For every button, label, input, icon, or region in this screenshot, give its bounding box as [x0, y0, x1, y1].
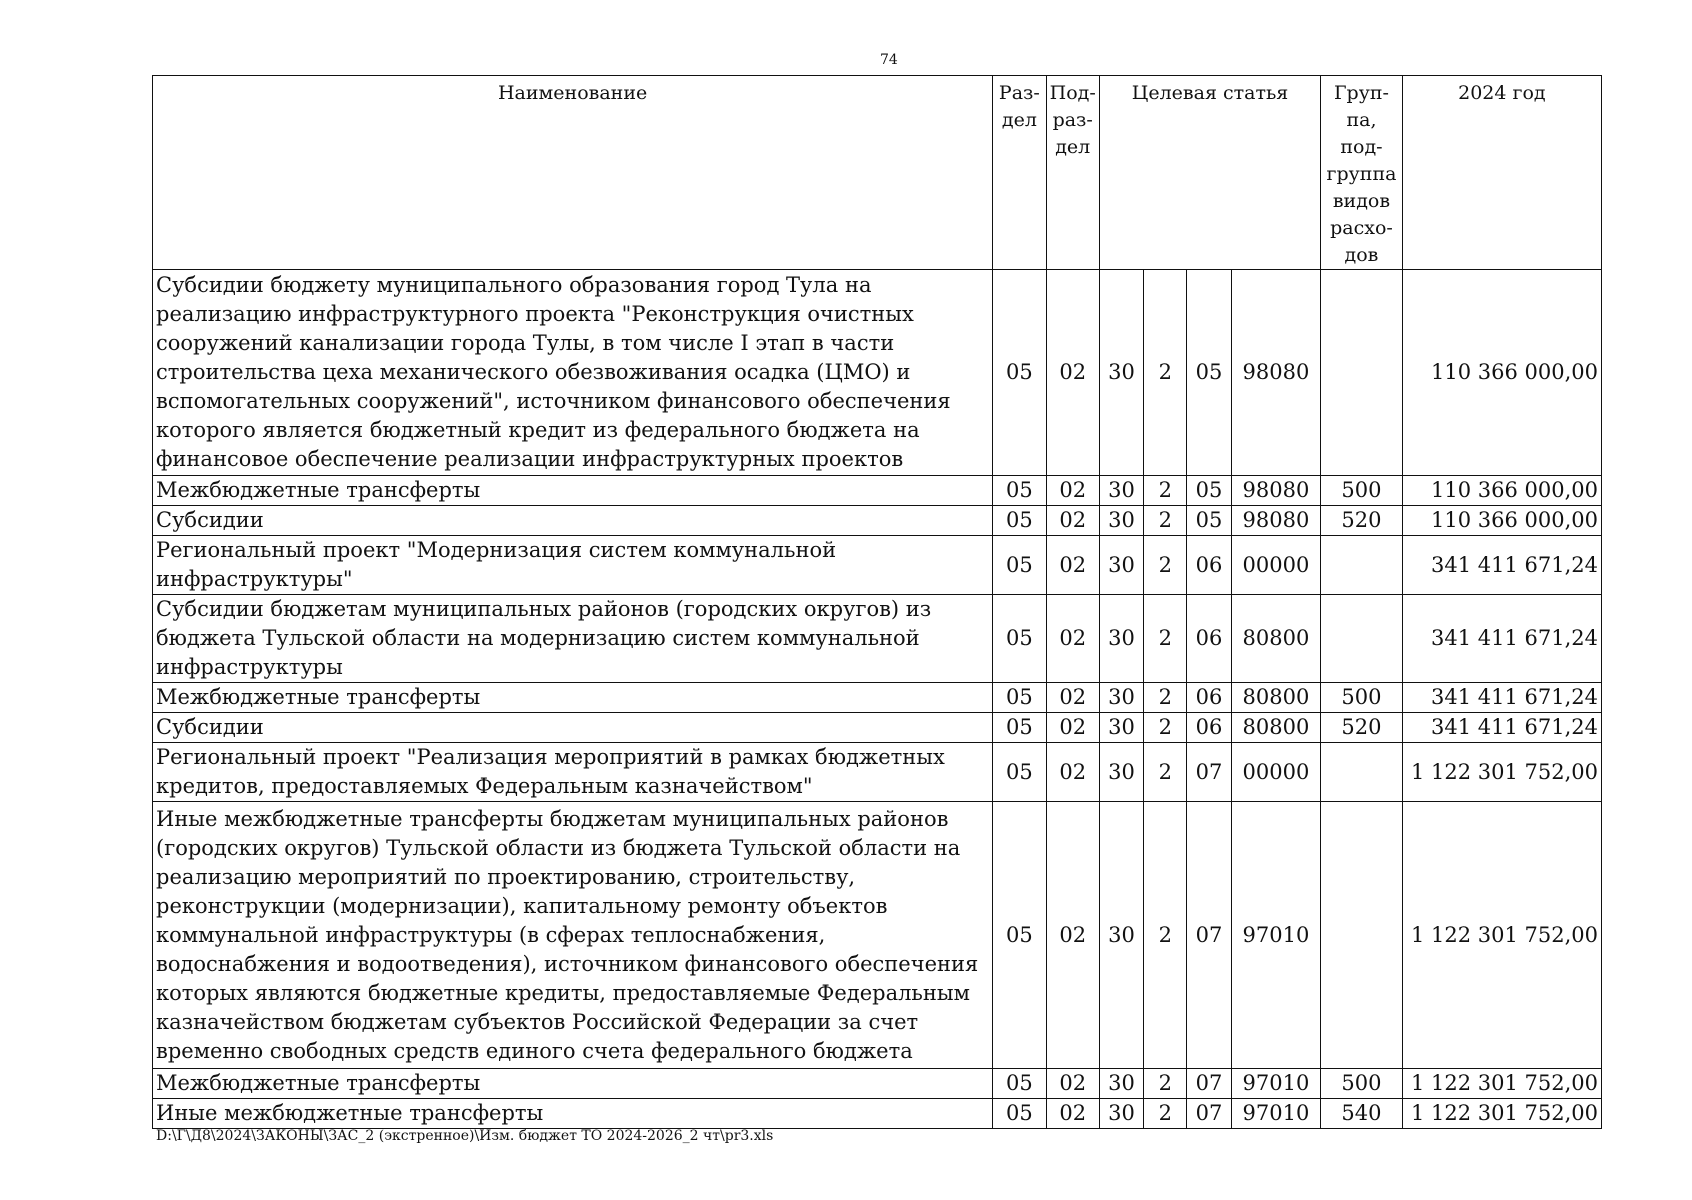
row-razdel: 05 [993, 476, 1046, 506]
row-podrazdel: 02 [1046, 1069, 1099, 1099]
row-target-type: 2 [1144, 1099, 1187, 1129]
row-target-project: 07 [1187, 1069, 1231, 1099]
header-razdel: Раз- дел [993, 76, 1046, 270]
row-expense-group: 500 [1321, 683, 1403, 713]
row-razdel: 05 [993, 595, 1046, 683]
table-row [153, 1099, 1602, 1129]
row-amount: 1 122 301 752,00 [1402, 743, 1601, 802]
row-target-direction: 00000 [1231, 536, 1321, 595]
budget-table [152, 75, 1602, 1129]
row-podrazdel: 02 [1046, 536, 1099, 595]
table-row [153, 536, 1602, 595]
table-row [153, 743, 1602, 802]
row-podrazdel: 02 [1046, 743, 1099, 802]
row-amount: 341 411 671,24 [1402, 713, 1601, 743]
table-row [153, 506, 1602, 536]
table-row [153, 476, 1602, 506]
row-target-type: 2 [1144, 506, 1187, 536]
table-row [153, 683, 1602, 713]
row-expense-group: 500 [1321, 1069, 1403, 1099]
header-target: Целевая статья [1099, 76, 1320, 270]
row-amount: 1 122 301 752,00 [1402, 802, 1601, 1069]
row-amount: 110 366 000,00 [1402, 506, 1601, 536]
row-expense-group [1321, 595, 1403, 683]
table-row [153, 1069, 1602, 1099]
header-group: Груп- па, под- группа видов расхо- дов [1321, 76, 1403, 270]
row-target-program: 30 [1099, 1069, 1143, 1099]
row-target-direction: 80800 [1231, 595, 1321, 683]
row-target-type: 2 [1144, 802, 1187, 1069]
row-target-program: 30 [1099, 683, 1143, 713]
row-razdel: 05 [993, 802, 1046, 1069]
row-expense-group [1321, 536, 1403, 595]
row-target-project: 06 [1187, 595, 1231, 683]
row-name: Межбюджетные трансферты [153, 476, 993, 506]
row-target-type: 2 [1144, 536, 1187, 595]
row-podrazdel: 02 [1046, 476, 1099, 506]
row-expense-group: 500 [1321, 476, 1403, 506]
row-target-type: 2 [1144, 1069, 1187, 1099]
row-expense-group: 520 [1321, 713, 1403, 743]
table-row [153, 270, 1602, 476]
row-razdel: 05 [993, 1069, 1046, 1099]
row-razdel: 05 [993, 1099, 1046, 1129]
row-target-direction: 98080 [1231, 476, 1321, 506]
row-target-direction: 98080 [1231, 270, 1321, 476]
row-expense-group: 540 [1321, 1099, 1403, 1129]
row-target-project: 05 [1187, 476, 1231, 506]
row-target-program: 30 [1099, 536, 1143, 595]
row-target-program: 30 [1099, 743, 1143, 802]
row-razdel: 05 [993, 683, 1046, 713]
row-amount: 110 366 000,00 [1402, 476, 1601, 506]
row-podrazdel: 02 [1046, 683, 1099, 713]
row-target-program: 30 [1099, 506, 1143, 536]
row-razdel: 05 [993, 743, 1046, 802]
row-name: Региональный проект "Реализация мероприятий в рамках бюджетных кредитов, предоставляемых Федеральным казначейством" [153, 743, 993, 802]
row-name: Субсидии бюджету муниципального образования город Тула на реализацию инфраструктурного проекта "Реконструкция очистных сооружений канализации города Тулы, в том числе I этап в части строительства цеха механического обезвоживания осадка (ЦМО) и вспомогательных сооружений", источником финансового обеспечения которого является бюджетный кредит из федерального бюджета на финансовое обеспечение реализации инфраструктурных проектов [153, 270, 993, 476]
row-podrazdel: 02 [1046, 802, 1099, 1069]
row-target-type: 2 [1144, 270, 1187, 476]
row-target-project: 06 [1187, 536, 1231, 595]
row-target-type: 2 [1144, 743, 1187, 802]
row-razdel: 05 [993, 506, 1046, 536]
footer-file-path: D:\Г\Д8\2024\ЗАКОНЫ\ЗАС_2 (экстренное)\Изм. бюджет ТО 2024-2026_2 чт\pr3.xls [156, 1128, 774, 1144]
table-row [153, 713, 1602, 743]
row-amount: 341 411 671,24 [1402, 595, 1601, 683]
row-amount: 341 411 671,24 [1402, 683, 1601, 713]
row-name: Иные межбюджетные трансферты бюджетам муниципальных районов (городских округов) Тульской области из бюджета Тульской области на реализацию мероприятий по проектированию, строительству, реконструкции (модернизации), капитальному ремонту объектов коммунальной инфраструктуры (в сферах теплоснабжения, водоснабжения и водоотведения), источником финансового обеспечения которых являются бюджетные кредиты, предоставляемые Федеральным казначейством бюджетам субъектов Российской Федерации за счет временно свободных средств единого счета федерального бюджета [153, 802, 993, 1069]
row-podrazdel: 02 [1046, 595, 1099, 683]
row-target-direction: 80800 [1231, 683, 1321, 713]
row-target-direction: 00000 [1231, 743, 1321, 802]
row-target-direction: 97010 [1231, 1069, 1321, 1099]
row-name: Субсидии бюджетам муниципальных районов (городских округов) из бюджета Тульской области на модернизацию систем коммунальной инфраструктуры [153, 595, 993, 683]
row-target-type: 2 [1144, 713, 1187, 743]
row-podrazdel: 02 [1046, 506, 1099, 536]
table-row [153, 595, 1602, 683]
row-name: Иные межбюджетные трансферты [153, 1099, 993, 1129]
row-name: Региональный проект "Модернизация систем коммунальной инфраструктуры" [153, 536, 993, 595]
row-target-program: 30 [1099, 595, 1143, 683]
row-target-program: 30 [1099, 802, 1143, 1069]
row-name: Межбюджетные трансферты [153, 683, 993, 713]
row-amount: 1 122 301 752,00 [1402, 1069, 1601, 1099]
row-target-type: 2 [1144, 595, 1187, 683]
row-razdel: 05 [993, 270, 1046, 476]
row-target-direction: 80800 [1231, 713, 1321, 743]
header-year: 2024 год [1402, 76, 1601, 270]
row-target-program: 30 [1099, 1099, 1143, 1129]
row-target-project: 06 [1187, 683, 1231, 713]
row-target-type: 2 [1144, 476, 1187, 506]
row-expense-group [1321, 270, 1403, 476]
row-amount: 341 411 671,24 [1402, 536, 1601, 595]
header-podrazdel: Под- раз- дел [1046, 76, 1099, 270]
row-amount: 110 366 000,00 [1402, 270, 1601, 476]
row-podrazdel: 02 [1046, 713, 1099, 743]
row-podrazdel: 02 [1046, 270, 1099, 476]
row-target-direction: 98080 [1231, 506, 1321, 536]
table-row [153, 802, 1602, 1069]
row-target-type: 2 [1144, 683, 1187, 713]
row-expense-group [1321, 802, 1403, 1069]
row-target-project: 05 [1187, 506, 1231, 536]
row-target-direction: 97010 [1231, 802, 1321, 1069]
page-number: 74 [880, 52, 898, 68]
row-target-project: 06 [1187, 713, 1231, 743]
row-target-project: 07 [1187, 743, 1231, 802]
row-target-program: 30 [1099, 270, 1143, 476]
row-expense-group [1321, 743, 1403, 802]
row-expense-group: 520 [1321, 506, 1403, 536]
row-razdel: 05 [993, 536, 1046, 595]
row-name: Субсидии [153, 713, 993, 743]
header-name: Наименование [153, 76, 993, 270]
row-target-direction: 97010 [1231, 1099, 1321, 1129]
row-target-program: 30 [1099, 476, 1143, 506]
row-target-project: 07 [1187, 1099, 1231, 1129]
row-razdel: 05 [993, 713, 1046, 743]
row-target-project: 07 [1187, 802, 1231, 1069]
row-target-project: 05 [1187, 270, 1231, 476]
row-target-program: 30 [1099, 713, 1143, 743]
row-name: Межбюджетные трансферты [153, 1069, 993, 1099]
row-name: Субсидии [153, 506, 993, 536]
row-podrazdel: 02 [1046, 1099, 1099, 1129]
table-header-row [153, 76, 1602, 270]
row-amount: 1 122 301 752,00 [1402, 1099, 1601, 1129]
